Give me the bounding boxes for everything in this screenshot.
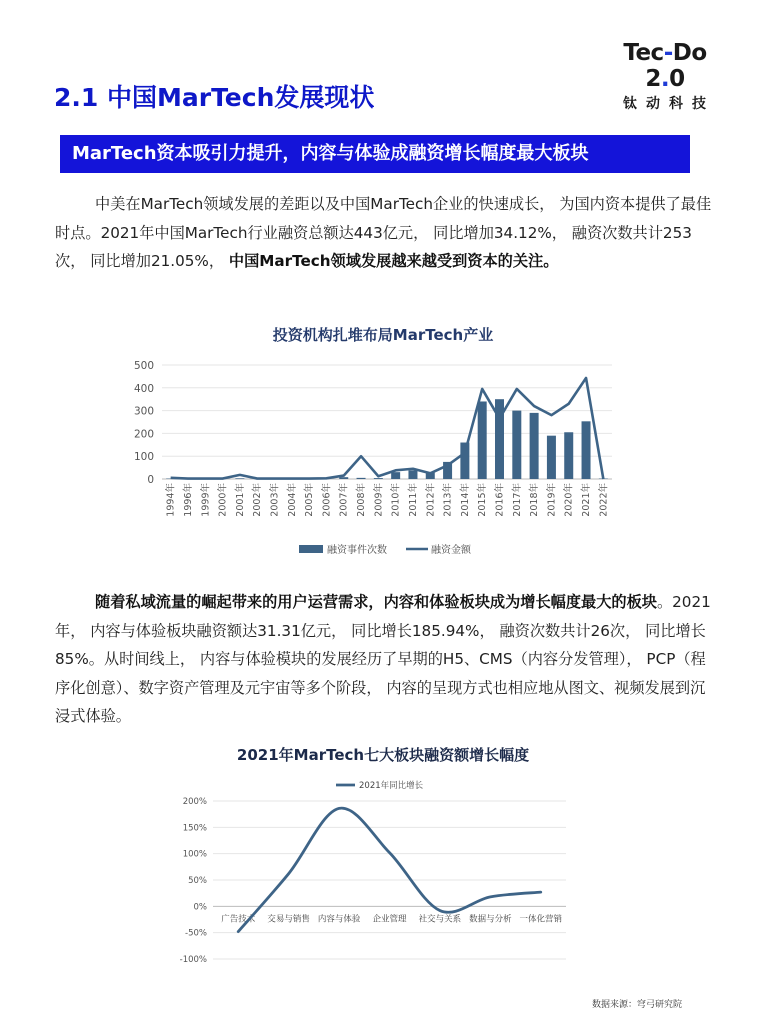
x-tick-label: 2001年 <box>234 483 246 517</box>
paragraph-content-emphasis: 随着私域流量的崛起带来的用户运营需求，内容和体验板块成为增长幅度最大的板块 <box>95 593 657 611</box>
x-tick-label: 内容与体验 <box>317 914 361 925</box>
logo-subtitle: 钛动科技 <box>623 96 715 112</box>
bar <box>530 413 539 479</box>
chart1-title: 投资机构扎堆布局MarTech产业 <box>272 326 494 344</box>
investment-chart <box>0 350 766 565</box>
paragraph-intro-text: 中美在MarTech领域发展的差距以及中国MarTech企业的快速成长， 为国内资本提供了最佳时点。2021年中国MarTech行业融资总额达443亿元， 同比增加34.12%， 融资次数共计253次， 同比增加21.05%， <box>55 195 712 270</box>
x-tick-label: 一体化营销 <box>519 914 563 925</box>
x-tick-label: 2006年 <box>321 483 333 517</box>
bar <box>357 478 366 479</box>
x-tick-label: 2011年 <box>407 483 419 517</box>
bar <box>391 472 400 479</box>
bar <box>408 470 417 479</box>
x-tick-label: 1996年 <box>182 483 194 517</box>
x-tick-label: 交易与销售 <box>267 914 310 925</box>
legend-bar-label: 融资事件次数 <box>327 545 387 556</box>
chart2-title: 2021年MarTech七大板块融资额增长幅度 <box>236 746 530 764</box>
segment-growth-chart <box>0 770 766 970</box>
y-tick-label: 300 <box>133 405 154 418</box>
x-tick-label: 2008年 <box>356 483 368 517</box>
y-tick-label: 200% <box>182 797 207 807</box>
bar <box>374 478 383 479</box>
y-tick-label: -100% <box>179 955 207 965</box>
section-banner: MarTech资本吸引力提升，内容与体验成融资增长幅度最大板块 <box>60 135 690 173</box>
legend-line-label: 2021年同比增长 <box>359 781 424 791</box>
x-tick-label: 1999年 <box>200 483 212 517</box>
y-tick-label: 150% <box>182 823 207 834</box>
y-tick-label: 400 <box>133 382 154 395</box>
y-tick-label: 50% <box>188 876 207 886</box>
bar <box>564 432 573 479</box>
y-tick-label: 500 <box>133 360 154 372</box>
x-tick-label: 2000年 <box>217 483 229 517</box>
bar <box>235 478 244 479</box>
bar <box>547 436 556 479</box>
x-tick-label: 2019年 <box>546 483 558 517</box>
logo-wordmark: Tec-Do 2.0 <box>623 40 707 92</box>
y-tick-label: 200 <box>133 428 154 441</box>
x-tick-label: 2021年 <box>581 483 593 517</box>
paragraph-intro <box>55 190 717 276</box>
x-tick-label: 1994年 <box>165 483 177 517</box>
bar <box>582 421 591 479</box>
x-tick-label: 2022年 <box>598 483 610 517</box>
x-tick-label: 社交与关系 <box>418 914 462 925</box>
x-tick-label: 2004年 <box>286 483 298 517</box>
x-tick-label: 数据与分析 <box>469 914 512 925</box>
x-tick-label: 广告技术 <box>221 914 256 925</box>
bar <box>478 401 487 479</box>
data-source-note: 数据来源：穹弓研究院 <box>592 1000 683 1010</box>
y-tick-label: 0% <box>193 902 207 913</box>
line-series <box>238 808 541 931</box>
paragraph-content-text: 。2021年， 内容与体验板块融资额达31.31亿元， 同比增长185.94%， 融资次数共计26次， 同比增长85%。从时间线上， 内容与体验模块的发展经历了早期的H5、CMS（内容分发管理）， PCP（程序化创意）、数字资产管理及元宇宙等多个阶段， 内容的呈现方式也相应地从图文、视频发展到沉浸式体验。 <box>55 593 711 725</box>
x-tick-label: 2012年 <box>425 483 437 517</box>
y-tick-label: -50% <box>185 928 207 939</box>
company-logo <box>600 40 730 113</box>
bar <box>512 411 521 479</box>
x-tick-label: 2005年 <box>304 483 316 517</box>
x-tick-label: 2018年 <box>529 483 541 517</box>
y-tick-label: 100 <box>133 451 154 464</box>
x-tick-label: 2007年 <box>338 483 350 517</box>
x-tick-label: 2003年 <box>269 483 281 517</box>
x-tick-label: 2020年 <box>563 483 575 517</box>
section-title: 2.1 中国MarTech发展现状 <box>54 83 375 112</box>
legend-bar-swatch <box>299 545 323 553</box>
x-tick-label: 企业管理 <box>372 914 407 925</box>
x-tick-label: 2017年 <box>511 483 523 517</box>
x-tick-label: 2014年 <box>459 483 471 517</box>
x-tick-label: 2010年 <box>390 483 402 517</box>
x-tick-label: 2009年 <box>373 483 385 517</box>
x-tick-label: 2016年 <box>494 483 506 517</box>
paragraph-content <box>55 588 717 731</box>
x-tick-label: 2015年 <box>477 483 489 517</box>
x-tick-label: 2013年 <box>442 483 454 517</box>
paragraph-intro-emphasis: 中国MarTech领域发展越来越受到资本的关注。 <box>228 252 559 270</box>
y-tick-label: 100% <box>182 849 207 860</box>
legend-line-label: 融资金额 <box>431 545 471 556</box>
bar <box>339 477 348 479</box>
x-tick-label: 2002年 <box>252 483 264 517</box>
y-tick-label: 0 <box>147 474 154 486</box>
